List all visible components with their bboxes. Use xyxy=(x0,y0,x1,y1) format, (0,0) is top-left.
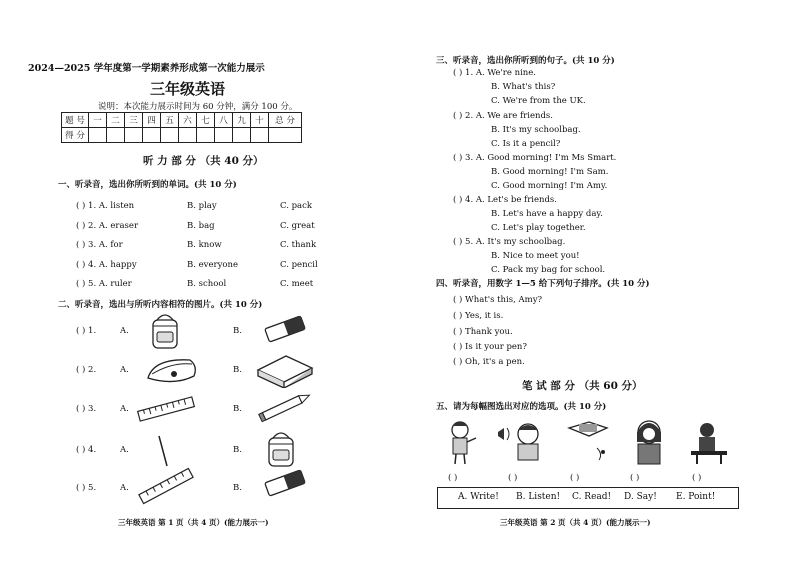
score-cell[interactable] xyxy=(107,128,125,143)
q5-blank-2[interactable]: ( ) xyxy=(508,473,518,483)
pen-picture xyxy=(156,434,170,468)
q2-item-3[interactable]: ( ) 3. xyxy=(76,404,97,414)
q2-item-1-a: A. xyxy=(120,326,129,336)
q2-title: 二、听录音，选出与所听内容相符的图片。(共 10 分) xyxy=(58,300,263,310)
q4-item[interactable]: ( ) Oh, it's a pen. xyxy=(453,357,525,367)
q5-blank-5[interactable]: ( ) xyxy=(692,473,702,483)
score-col: 四 xyxy=(143,113,161,128)
q1-item-1-c: C. pack xyxy=(280,201,313,211)
q1-item-4-c: C. pencil xyxy=(280,260,318,270)
q5-option: D. Say! xyxy=(624,492,657,502)
score-col: 八 xyxy=(215,113,233,128)
listening-section-heading: 听 力 部 分 （共 40 分） xyxy=(143,155,264,167)
q3-item-3-b: B. Good morning! I'm Sam. xyxy=(491,167,609,177)
q2-item-4[interactable]: ( ) 4. xyxy=(76,445,97,455)
q1-item-2-c: C. great xyxy=(280,221,315,231)
score-table-header-row xyxy=(62,113,302,128)
score-col: 五 xyxy=(161,113,179,128)
q3-item-2-b: B. It's my schoolbag. xyxy=(491,125,581,135)
subject-title: 三年级英语 xyxy=(150,80,226,98)
q3-item-5-c: C. Pack my bag for school. xyxy=(491,265,606,275)
q1-item-4-b: B. everyone xyxy=(187,260,238,270)
score-table xyxy=(61,112,302,143)
ruler-picture xyxy=(136,394,196,424)
score-col-total: 总 分 xyxy=(269,113,302,128)
written-section-heading: 笔 试 部 分 （共 60 分） xyxy=(522,380,643,392)
score-cell[interactable] xyxy=(197,128,215,143)
q5-option: C. Read! xyxy=(572,492,612,502)
score-cell[interactable] xyxy=(179,128,197,143)
q4-item[interactable]: ( ) Thank you. xyxy=(453,327,513,337)
q2-item-2[interactable]: ( ) 2. xyxy=(76,365,97,375)
score-cell[interactable] xyxy=(89,128,107,143)
q3-item-2[interactable]: ( ) 2. A. We are friends. xyxy=(453,111,553,121)
q2-item-1-b: B. xyxy=(233,326,242,336)
book-picture xyxy=(254,350,316,388)
q1-item-5-b: B. school xyxy=(187,279,227,289)
score-cell[interactable] xyxy=(269,128,302,143)
page-footer: 三年级英语 第 1 页（共 4 页）(能力展示一) xyxy=(118,518,269,527)
q2-item-5[interactable]: ( ) 5. xyxy=(76,483,97,493)
q2-item-3-b: B. xyxy=(233,404,242,414)
reading-book-picture xyxy=(563,418,613,462)
score-cell[interactable] xyxy=(233,128,251,143)
q3-item-3-c: C. Good morning! I'm Amy. xyxy=(491,181,608,191)
q2-item-4-a: A. xyxy=(120,445,129,455)
q3-title: 三、听录音，选出你所听到的句子。(共 10 分) xyxy=(436,56,615,66)
girl-saying-picture xyxy=(629,418,669,466)
q5-option: B. Listen! xyxy=(516,492,561,502)
q3-item-4-b: B. Let's have a happy day. xyxy=(491,209,603,219)
score-col: 十 xyxy=(251,113,269,128)
q4-item[interactable]: ( ) What's this, Amy? xyxy=(453,295,543,305)
q1-item-4[interactable]: ( ) 4. A. happy xyxy=(76,260,137,270)
score-col: 二 xyxy=(107,113,125,128)
q3-item-3[interactable]: ( ) 3. A. Good morning! I'm Ms Smart. xyxy=(453,153,617,163)
pencil-case-picture xyxy=(144,352,200,388)
q1-item-3-c: C. thank xyxy=(280,240,317,250)
q2-item-5-a: A. xyxy=(120,483,129,493)
score-col: 三 xyxy=(125,113,143,128)
q3-item-5[interactable]: ( ) 5. A. It's my schoolbag. xyxy=(453,237,566,247)
q1-item-3[interactable]: ( ) 3. A. for xyxy=(76,240,123,250)
eraser-picture xyxy=(262,468,308,498)
q1-item-3-b: B. know xyxy=(187,240,222,250)
page-footer: 三年级英语 第 2 页（共 4 页）(能力展示一) xyxy=(500,518,651,527)
q5-option: E. Point! xyxy=(676,492,716,502)
score-table-row-label: 得 分 xyxy=(62,128,89,143)
q1-item-2[interactable]: ( ) 2. A. eraser xyxy=(76,221,139,231)
q2-item-3-a: A. xyxy=(120,404,129,414)
pencil-picture xyxy=(254,392,314,422)
boy-pointing-picture xyxy=(447,420,477,466)
score-cell[interactable] xyxy=(125,128,143,143)
q3-item-1-c: C. We're from the UK. xyxy=(491,96,586,106)
q5-blank-4[interactable]: ( ) xyxy=(630,473,640,483)
q1-item-5-c: C. meet xyxy=(280,279,314,289)
q1-item-1-b: B. play xyxy=(187,201,217,211)
score-cell[interactable] xyxy=(161,128,179,143)
score-cell[interactable] xyxy=(251,128,269,143)
q1-item-1[interactable]: ( ) 1. A. listen xyxy=(76,201,135,211)
q1-title: 一、听录音，选出你所听到的单词。(共 10 分) xyxy=(58,180,237,190)
q3-item-1[interactable]: ( ) 1. A. We're nine. xyxy=(453,68,536,78)
score-col: 六 xyxy=(179,113,197,128)
ruler-picture xyxy=(136,466,196,506)
q3-item-4[interactable]: ( ) 4. A. Let's be friends. xyxy=(453,195,557,205)
q2-item-1[interactable]: ( ) 1. xyxy=(76,326,97,336)
exam-header-title: 2024—2025 学年度第一学期素养形成第一次能力展示 xyxy=(28,63,265,74)
boy-writing-picture xyxy=(689,420,729,464)
q1-item-5[interactable]: ( ) 5. A. ruler xyxy=(76,279,132,289)
q3-item-5-b: B. Nice to meet you! xyxy=(491,251,580,261)
score-cell[interactable] xyxy=(143,128,161,143)
q4-title: 四、听录音，用数字 1—5 给下列句子排序。(共 10 分) xyxy=(436,279,650,289)
q3-item-1-b: B. What's this? xyxy=(491,82,556,92)
q2-item-2-b: B. xyxy=(233,365,242,375)
schoolbag-picture xyxy=(262,428,300,470)
q2-item-4-b: B. xyxy=(233,445,242,455)
q5-options-box xyxy=(437,487,739,509)
q5-blank-1[interactable]: ( ) xyxy=(448,473,458,483)
score-cell[interactable] xyxy=(215,128,233,143)
q1-item-2-b: B. bag xyxy=(187,221,215,231)
q2-item-2-a: A. xyxy=(120,365,129,375)
score-table-score-row xyxy=(62,128,302,143)
exam-note: 说明：本次能力展示时间为 60 分钟，满分 100 分。 xyxy=(98,102,298,112)
boy-listening-picture xyxy=(496,420,546,462)
eraser-picture xyxy=(262,314,308,344)
score-col: 一 xyxy=(89,113,107,128)
q5-option: A. Write! xyxy=(458,492,499,502)
q3-item-4-c: C. Let's play together. xyxy=(491,223,586,233)
score-table-row-label: 题 号 xyxy=(62,113,89,128)
q4-item[interactable]: ( ) Yes, it is. xyxy=(453,311,504,321)
schoolbag-picture xyxy=(146,310,184,352)
q4-item[interactable]: ( ) Is it your pen? xyxy=(453,342,527,352)
q3-item-2-c: C. Is it a pencil? xyxy=(491,139,561,149)
q5-blank-3[interactable]: ( ) xyxy=(570,473,580,483)
q5-title: 五、请为每幅图选出对应的选项。(共 10 分) xyxy=(436,402,607,412)
q2-item-5-b: B. xyxy=(233,483,242,493)
score-col: 七 xyxy=(197,113,215,128)
score-col: 九 xyxy=(233,113,251,128)
